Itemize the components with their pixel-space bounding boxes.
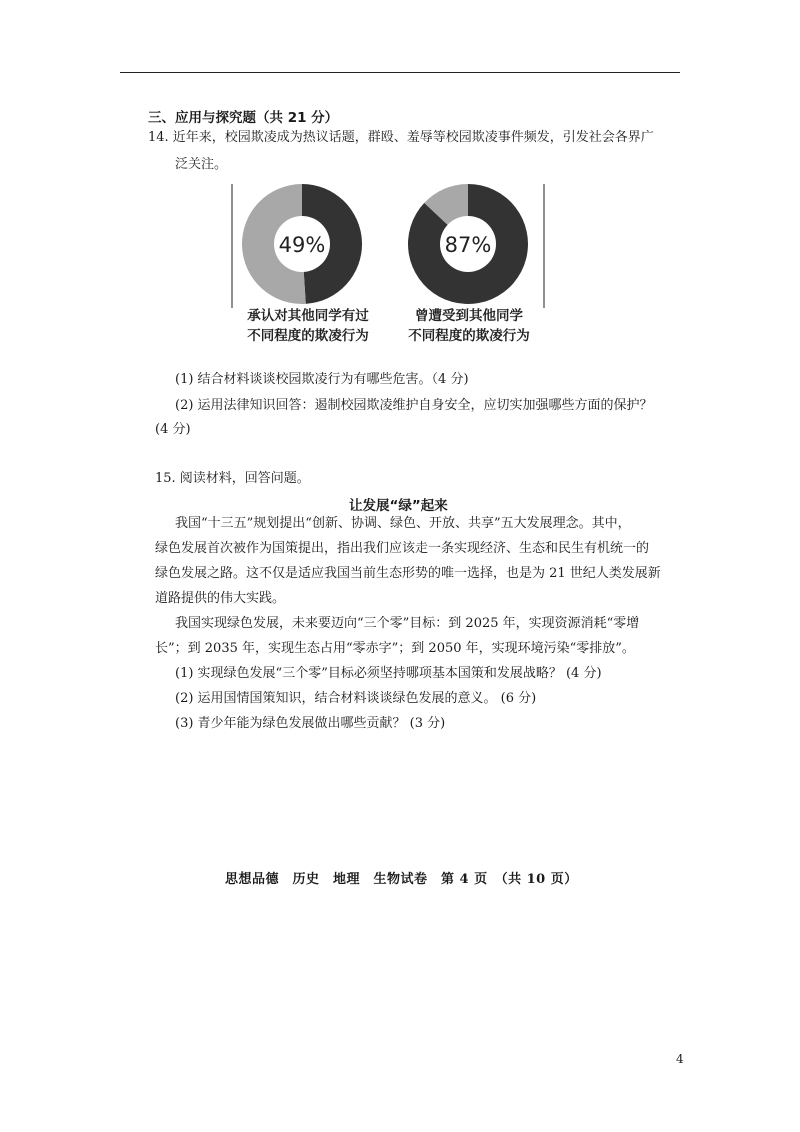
section-title: 三、应用与探究题（共 21 分） <box>148 110 339 126</box>
q15-p2-line1: 我国实现绿色发展，未来要迈向“三个零”目标：到 2025 年，实现资源消耗“零增 <box>175 616 640 631</box>
donut-right-label: 87% <box>444 233 492 257</box>
q15-title: 让发展“绿”起来 <box>349 498 448 514</box>
q14-sub2-score: (4 分) <box>155 422 191 437</box>
donut-left-label: 49% <box>278 233 326 257</box>
page-number: 4 <box>676 1052 684 1066</box>
page-footer: 思想品德 历史 地理 生物试卷 第 4 页 （共 10 页） <box>225 872 578 887</box>
right-caption-line1: 曾遭受到其他同学 <box>415 308 523 324</box>
q15-p1-line3: 绿色发展之路。这不仅是适应我国当前生态形势的唯一选择，也是为 21 世纪人类发展新 <box>155 566 661 581</box>
left-caption-line2: 不同程度的欺凌行为 <box>247 328 369 344</box>
right-caption <box>388 306 550 346</box>
q15-stem: 15. 阅读材料，回答问题。 <box>155 471 310 486</box>
q15-p1-line4: 道路提供的伟大实践。 <box>155 591 286 606</box>
q15-sub3: (3) 青少年能为绿色发展做出哪些贡献？ (3 分) <box>175 716 446 731</box>
q14-stem-line2: 泛关注。 <box>175 157 228 172</box>
q15-sub2: (2) 运用国情国策知识，结合材料谈谈绿色发展的意义。 (6 分) <box>175 691 537 706</box>
q14-sub2: (2) 运用法律知识回答：遏制校园欺凌维护自身安全，应切实加强哪些方面的保护？ <box>175 398 653 413</box>
q15-p1-line1: 我国“十三五”规划提出“创新、协调、绿色、开放、共享”五大发展理念。其中， <box>175 516 631 531</box>
right-caption-line2: 不同程度的欺凌行为 <box>408 328 530 344</box>
q14-sub1: (1) 结合材料谈谈校园欺凌行为有哪些危害。（4 分) <box>175 372 469 387</box>
q14-stem-line1: 14. 近年来，校园欺凌成为热议话题，群殴、羞辱等校园欺凌事件频发，引发社会各界广 <box>148 130 654 145</box>
left-caption <box>228 306 388 346</box>
q15-p2-line2: 长”；到 2035 年，实现生态占用“零赤字”；到 2050 年，实现环境污染“零排放”。 <box>155 641 635 656</box>
q15-p1-line2: 绿色发展首次被作为国策提出，指出我们应该走一条实现经济、生态和民生有机统一的 <box>155 541 650 556</box>
top-rule <box>120 72 680 73</box>
q15-sub1: (1) 实现绿色发展“三个零”目标必须坚持哪项基本国策和发展战略？ (4 分) <box>175 666 602 681</box>
left-caption-line1: 承认对其他同学有过 <box>247 308 369 324</box>
bullying-donut-figure <box>228 180 550 352</box>
